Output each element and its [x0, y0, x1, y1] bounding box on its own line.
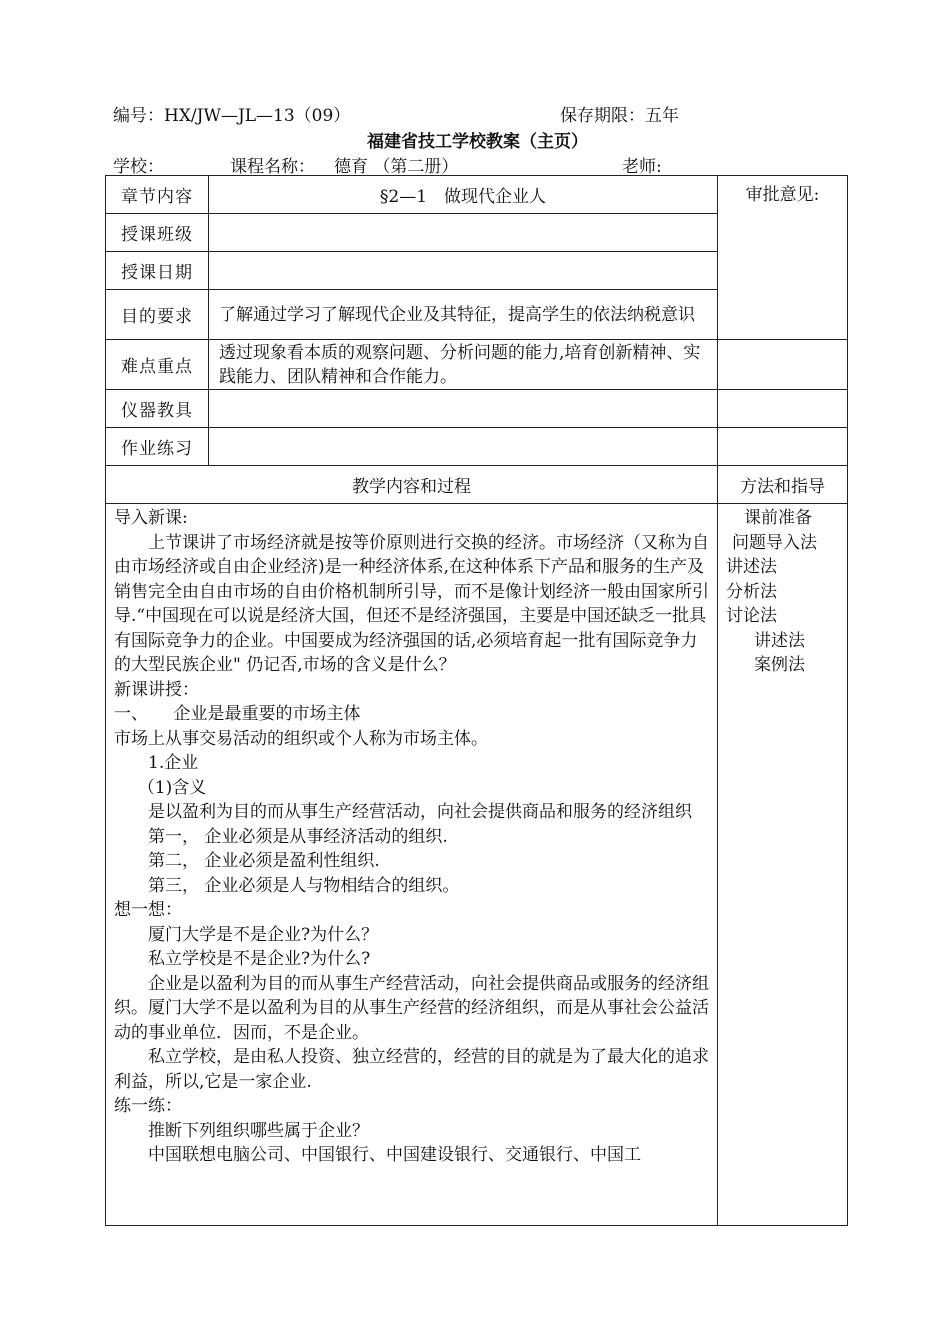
content-header: 教学内容和过程	[106, 466, 718, 504]
method-item: 分析法	[726, 581, 777, 602]
row-label: 授课班级	[106, 214, 209, 252]
method-item: 问题导入法	[732, 532, 817, 553]
row-content	[106, 504, 848, 1226]
content-paragraph: 是以盈利为目的而从事生产经营活动，向社会提供商品和服务的经济组织	[148, 802, 692, 822]
content-line: 第一， 企业必须是从事经济活动的组织.	[148, 826, 448, 847]
retention-period: 保存期限：五年	[560, 106, 679, 126]
lesson-plan-table	[105, 175, 848, 1226]
row-label: 难点重点	[106, 340, 209, 390]
approval-label: 审批意见:	[745, 185, 820, 205]
class-value	[209, 214, 718, 252]
content-line: 想一想：	[114, 900, 182, 920]
row-key-points	[106, 340, 848, 390]
empty-cell	[718, 340, 848, 390]
content-paragraph: 上节课讲了市场经济就是按等价原则进行交换的经济。市场经济（又称为自由市场经济或自由企业经济)是一种经济体系,在这种体系下产品和服务的生产及销售完全由自由市场的自由价格机制所引导，而不是像计划经济一般由国家所引导.“中国现在可以说是经济大国，但还不是经济强国，主要是中国还缺乏一批具有国际竞争力的企业。中国要成为经济强国的话,必须培育起一批有国际竞争力的大型民族企业" 仍记否,市场的含义是什么？	[114, 532, 709, 675]
page-title: 福建省技工学校教案（主页）	[367, 132, 588, 152]
teacher-label: 老师:	[622, 157, 662, 177]
content-paragraph: 私立学校，是由私人投资、独立经营的，经营的目的就是为了最大化的追求利益，所以,它是一家企业.	[114, 1047, 709, 1092]
methods-cell	[718, 504, 848, 1226]
equipment-value	[209, 390, 718, 428]
content-line: 第三， 企业必须是人与物相结合的组织。	[148, 875, 460, 896]
content-line: 练一练：	[114, 1096, 182, 1116]
methods-header: 方法和指导	[718, 466, 848, 504]
chapter-value: §2—1 做现代企业人	[209, 176, 718, 214]
content-line: 一、 企业是最重要的市场主体	[114, 704, 361, 724]
row-label: 章节内容	[106, 176, 209, 214]
row-section-header	[106, 466, 848, 504]
doc-number: 编号：HX/JW—JL—13（09）	[113, 106, 351, 126]
key-points-value: 透过现象看本质的观察问题、分析问题的能力,培育创新精神、实践能力、团队精神和合作能力。	[209, 340, 718, 390]
row-label: 目的要求	[106, 290, 209, 340]
method-item: 讲述法	[754, 630, 805, 651]
course-name: 德育 （第二册）	[334, 157, 459, 177]
teaching-content	[106, 504, 718, 1226]
method-item: 案例法	[754, 655, 805, 675]
content-line: （1)含义	[137, 777, 207, 798]
row-label: 仪器教具	[106, 390, 209, 428]
date-value	[209, 252, 718, 290]
content-line: 私立学校是不是企业?为什么?	[148, 949, 371, 969]
school-label: 学校：	[113, 157, 164, 177]
homework-value	[209, 428, 718, 466]
content-line: 1.企业	[148, 753, 199, 773]
row-homework	[106, 428, 848, 466]
row-equipment	[106, 390, 848, 428]
empty-cell	[718, 390, 848, 428]
content-line: 市场上从事交易活动的组织或个人称为市场主体。	[114, 728, 488, 749]
empty-cell	[718, 428, 848, 466]
content-line: 中国联想电脑公司、中国银行、中国建设银行、交通银行、中国工	[148, 1145, 641, 1165]
method-item: 课前准备	[744, 508, 812, 528]
method-item: 讨论法	[726, 606, 777, 626]
content-line: 厦门大学是不是企业?为什么？	[148, 924, 379, 945]
content-line: 导入新课:	[114, 508, 188, 528]
approval-cell	[718, 176, 848, 340]
objective-value: 了解通过学习了解现代企业及其特征，提高学生的依法纳税意识	[209, 290, 718, 340]
row-label: 授课日期	[106, 252, 209, 290]
row-label: 作业练习	[106, 428, 209, 466]
content-line: 新课讲授：	[114, 679, 199, 700]
course-label: 课程名称：	[230, 157, 315, 177]
content-paragraph: 企业是以盈利为目的而从事生产经营活动，向社会提供商品或服务的经济组织。厦门大学不是以盈利为目的从事生产经营的经济组织，而是从事社会公益活动的事业单位．因而，不是企业。	[114, 973, 709, 1043]
method-item: 讲述法	[726, 557, 777, 577]
content-line: 第二， 企业必须是盈利性组织.	[148, 851, 380, 871]
row-chapter	[106, 176, 848, 214]
content-line: 推断下列组织哪些属于企业？	[148, 1120, 369, 1141]
